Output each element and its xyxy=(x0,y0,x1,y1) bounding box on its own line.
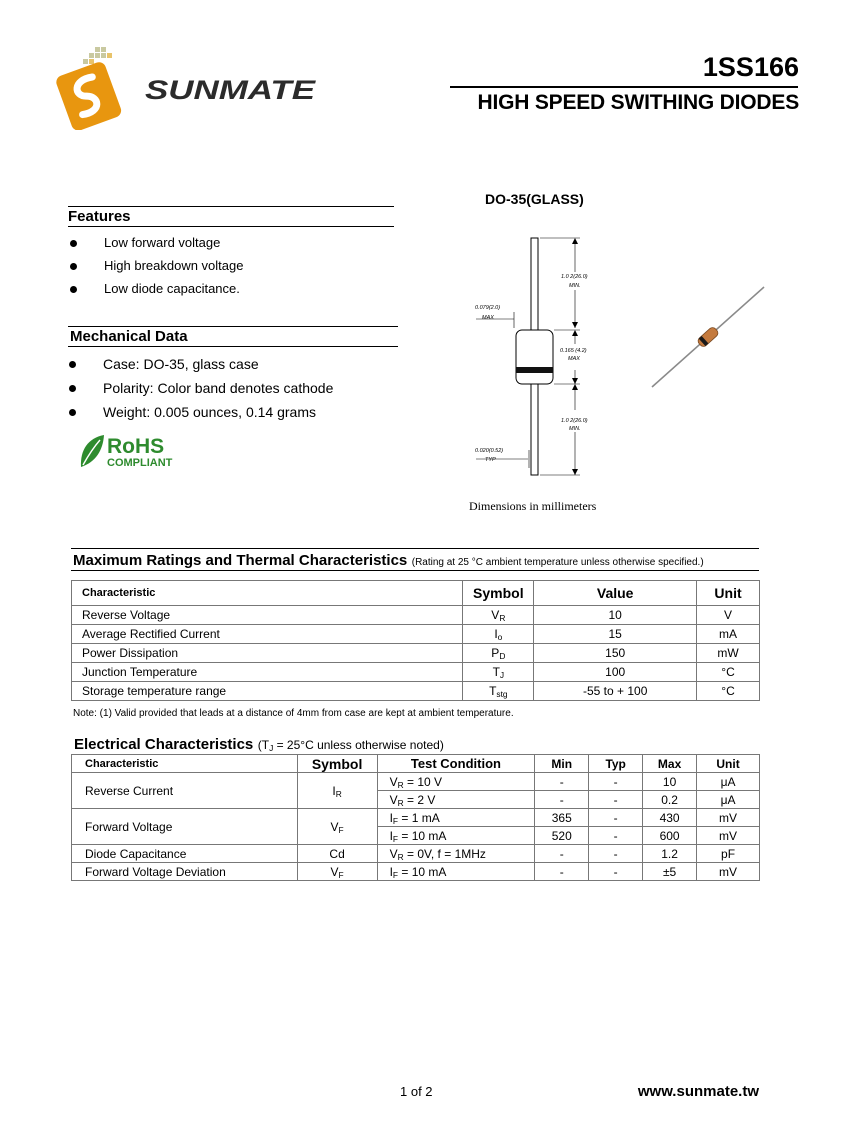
page-title: HIGH SPEED SWITHING DIODES xyxy=(477,91,799,114)
max-cell: ±5 xyxy=(643,863,697,881)
features-list xyxy=(68,235,243,304)
dim-lead-top: 1.0 2(26.0) xyxy=(561,274,588,280)
unit-cell: mV xyxy=(697,863,760,881)
typ-cell: - xyxy=(589,827,643,845)
part-number: 1SS166 xyxy=(702,52,799,82)
characteristic-cell: Storage temperature range xyxy=(72,682,463,701)
feature-item: Low forward voltage xyxy=(68,235,243,258)
table-row xyxy=(72,625,760,644)
symbol-cell: $V_F$ xyxy=(297,809,377,845)
dim-lead-top-note: MIN. xyxy=(569,283,581,289)
symbol-cell: $I_o$ xyxy=(463,625,534,644)
max-cell: 600 xyxy=(643,827,697,845)
table-row xyxy=(72,773,760,791)
table-header-row xyxy=(72,581,760,606)
min-cell: 520 xyxy=(535,827,589,845)
max-ratings-note: (Rating at 25 °C ambient temperature unless otherwise specified.) xyxy=(411,557,704,568)
unit-cell: mW xyxy=(697,644,760,663)
min-cell: - xyxy=(535,845,589,863)
cathode-band xyxy=(516,367,553,373)
characteristic-cell: Reverse Current xyxy=(72,773,298,809)
mechanical-item: Weight: 0.005 ounces, 0.14 grams xyxy=(67,404,333,428)
mechanical-item: Polarity: Color band denotes cathode xyxy=(67,380,333,404)
characteristic-cell: Power Dissipation xyxy=(72,644,463,663)
unit-cell: °C xyxy=(697,682,760,701)
features-rule-top xyxy=(68,206,394,207)
sunmate-logo xyxy=(55,45,325,130)
rohs-compliant-badge xyxy=(78,432,178,470)
symbol-cell: $T_{stg}$ xyxy=(463,682,534,701)
page-number: 1 of 2 xyxy=(400,1084,433,1099)
symbol-cell: $T_J$ xyxy=(463,663,534,682)
unit-cell: mA xyxy=(697,625,760,644)
symbol-cell: $I_R$ xyxy=(297,773,377,809)
max-cell: 10 xyxy=(643,773,697,791)
col-min: Min xyxy=(535,755,589,773)
test-condition-cell: $I_F = 10$ mA xyxy=(377,863,535,881)
feature-item: Low diode capacitance. xyxy=(68,281,243,304)
dimensions-caption: Dimensions in millimeters xyxy=(469,499,597,513)
characteristic-cell: Average Rectified Current xyxy=(72,625,463,644)
table-row xyxy=(72,606,760,625)
table-row xyxy=(72,809,760,827)
unit-cell: μA xyxy=(697,791,760,809)
website-link[interactable]: www.sunmate.tw xyxy=(637,1083,759,1100)
table-row xyxy=(72,863,760,881)
unit-cell: mV xyxy=(697,827,760,845)
symbol-cell: $V_F$ xyxy=(297,863,377,881)
feature-item: High breakdown voltage xyxy=(68,258,243,281)
dim-lead-dia: 0.020(0.52) xyxy=(475,448,504,454)
package-outline-drawing xyxy=(470,232,610,482)
table-row xyxy=(72,845,760,863)
value-cell: 10 xyxy=(534,606,697,625)
max-ratings-table xyxy=(71,580,760,701)
electrical-heading-block xyxy=(74,736,444,754)
diode-photo xyxy=(648,283,768,393)
unit-cell: mV xyxy=(697,809,760,827)
table-header-row xyxy=(72,755,760,773)
rohs-text: RoHS xyxy=(107,435,165,458)
typ-cell: - xyxy=(589,773,643,791)
typ-cell: - xyxy=(589,863,643,881)
table-row xyxy=(72,644,760,663)
max-cell: 430 xyxy=(643,809,697,827)
dim-body-dia: 0.079(2.0) xyxy=(475,305,501,311)
mechanical-heading: Mechanical Data xyxy=(70,328,188,345)
test-condition-cell: $V_R = 0V$, f = 1MHz xyxy=(377,845,535,863)
features-heading: Features xyxy=(68,208,131,225)
dim-body-len: 0.165 (4.2) xyxy=(560,348,587,354)
package-title: DO-35(GLASS) xyxy=(485,191,584,207)
electrical-condition: ($T_J = 25^\circ C$ unless otherwise noted) xyxy=(257,738,444,754)
brand-wordmark: SUNMATE xyxy=(145,75,317,105)
symbol-cell: Cd xyxy=(297,845,377,863)
mechanical-list xyxy=(67,356,333,428)
unit-cell: pF xyxy=(697,845,760,863)
characteristic-cell: Forward Voltage Deviation xyxy=(72,863,298,881)
test-condition-cell: $V_R = 10$ V xyxy=(377,773,535,791)
test-condition-cell: $I_F = 10$ mA xyxy=(377,827,535,845)
characteristic-cell: Forward Voltage xyxy=(72,809,298,845)
typ-cell: - xyxy=(589,791,643,809)
symbol-cell: $P_D$ xyxy=(463,644,534,663)
col-unit: Unit xyxy=(697,755,760,773)
mechanical-item: Case: DO-35, glass case xyxy=(67,356,333,380)
top-lead xyxy=(531,238,538,330)
max-cell: 1.2 xyxy=(643,845,697,863)
mech-rule-bottom xyxy=(68,346,398,347)
value-cell: 100 xyxy=(534,663,697,682)
max-cell: 0.2 xyxy=(643,791,697,809)
max-ratings-footnote: Note: (1) Valid provided that leads at a distance of 4mm from case are kept at ambient temperature. xyxy=(73,708,514,719)
min-cell: 365 xyxy=(535,809,589,827)
dim-lead-bottom: 1.0 2(26.0) xyxy=(561,418,588,424)
col-max: Max xyxy=(643,755,697,773)
logo-pixel-squares xyxy=(83,47,112,64)
col-value: Value xyxy=(534,581,697,606)
col-unit: Unit xyxy=(697,581,760,606)
mech-rule-top xyxy=(68,326,398,327)
col-characteristic: Characteristic xyxy=(72,581,463,606)
unit-cell: μA xyxy=(697,773,760,791)
unit-cell: °C xyxy=(697,663,760,682)
value-cell: 15 xyxy=(534,625,697,644)
glass-body xyxy=(516,330,553,384)
characteristic-cell: Junction Temperature xyxy=(72,663,463,682)
col-characteristic: Characteristic xyxy=(72,755,298,773)
features-rule-bottom xyxy=(68,226,394,227)
col-symbol: Symbol xyxy=(463,581,534,606)
characteristic-cell: Reverse Voltage xyxy=(72,606,463,625)
title-rule xyxy=(450,86,798,88)
min-cell: - xyxy=(535,863,589,881)
electrical-heading: Electrical Characteristics xyxy=(74,736,254,753)
dim-body-len-note: MAX xyxy=(568,356,580,362)
col-typ: Typ xyxy=(589,755,643,773)
logo-mark xyxy=(55,60,123,130)
compliant-text: COMPLIANT xyxy=(107,457,173,469)
table-row xyxy=(72,663,760,682)
dim-lead-bottom-note: MIN. xyxy=(569,426,581,432)
min-cell: - xyxy=(535,773,589,791)
max-rule-bottom xyxy=(71,570,759,571)
typ-cell: - xyxy=(589,809,643,827)
max-rule-top xyxy=(71,548,759,549)
symbol-cell: $V_R$ xyxy=(463,606,534,625)
electrical-table xyxy=(71,754,760,881)
test-condition-cell: $I_F = 1$ mA xyxy=(377,809,535,827)
value-cell: -55 to + 100 xyxy=(534,682,697,701)
max-ratings-heading-block xyxy=(73,552,704,570)
table-row xyxy=(72,682,760,701)
characteristic-cell: Diode Capacitance xyxy=(72,845,298,863)
test-condition-cell: $V_R = 2$ V xyxy=(377,791,535,809)
dim-body-dia-note: MAX xyxy=(482,315,494,321)
bottom-lead xyxy=(531,384,538,475)
dim-lead-dia-note: TYP xyxy=(485,457,496,463)
min-cell: - xyxy=(535,791,589,809)
typ-cell: - xyxy=(589,845,643,863)
unit-cell: V xyxy=(697,606,760,625)
col-symbol: Symbol xyxy=(297,755,377,773)
col-test-condition: Test Condition xyxy=(377,755,535,773)
max-ratings-heading: Maximum Ratings and Thermal Characteristics xyxy=(73,552,408,569)
value-cell: 150 xyxy=(534,644,697,663)
